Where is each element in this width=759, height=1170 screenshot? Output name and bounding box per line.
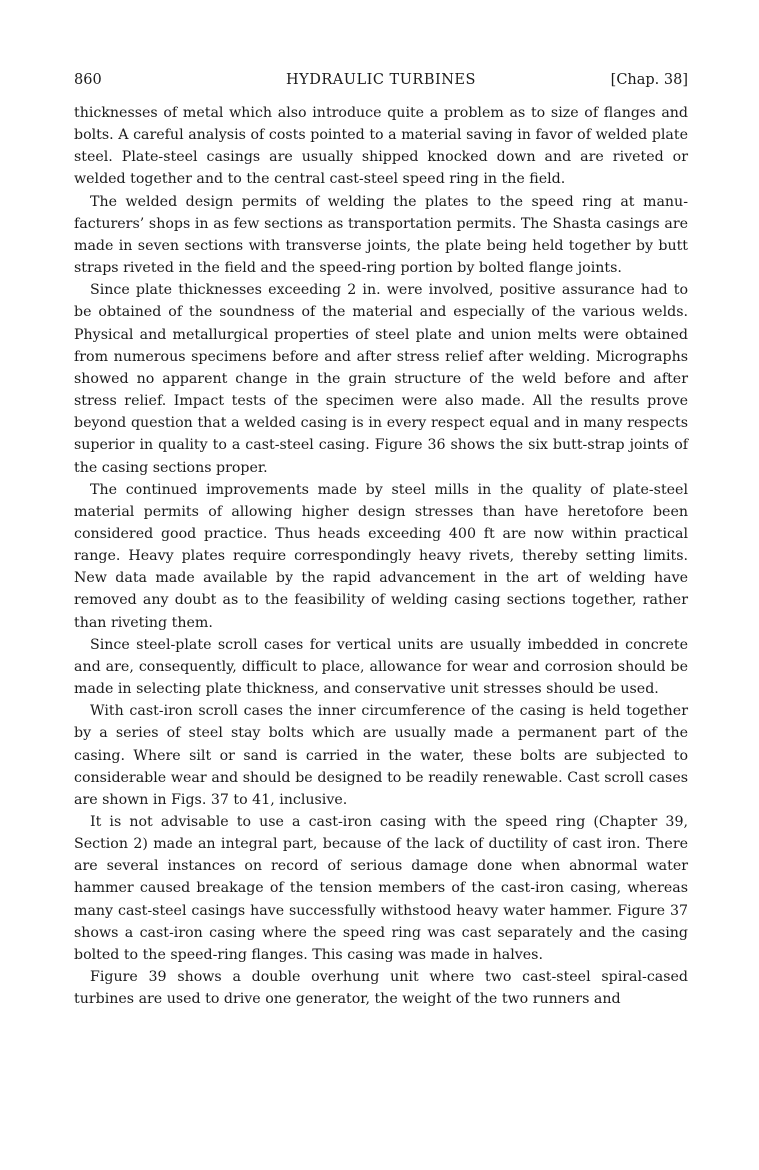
paragraph: Figure 39 shows a double overhung unit where two cast-steel spiral-cased turbines are used to drive one generator, the weight of the two runners and [74,969,688,1008]
body-text [74,102,688,1010]
document-page [74,68,688,1010]
running-header [74,68,688,92]
chapter-reference: [Chap. 38] [610,72,688,88]
paragraph: The welded design permits of welding the plates to the speed ring at manufacturers’ shops in as few sections as transportation permits. The Shasta casings are made in seven sections with transverse joints, the plate being held together by butt straps riveted in the field and the speed-ring portion by bolted flange joints. [74,193,688,277]
paragraph: It is not advisable to use a cast-iron casing with the speed ring (Chapter 39, Section 2) made an integral part, because of the lack of ductility of cast iron. There are several instances on record of serious damage done when abnormal water hammer caused breakage of the tension members of the cast-iron casing, whereas many cast-steel casings have successfully withstood heavy water hammer. Figure 37 shows a cast-iron casing where the speed ring was cast separately and the casing bolted to the speed-ring flanges. This casing was made in halves. [74,814,688,963]
page-number: 860 [74,72,102,88]
running-title: HYDRAULIC TURBINES [286,72,476,88]
paragraph: Since steel-plate scroll cases for vertical units are usually imbedded in concrete and are, consequently, difficult to place, allowance for wear and corrosion should be made in selecting plate thickness, and conservative unit stresses should be used. [74,636,688,698]
paragraph: Since plate thicknesses exceeding 2 in. were involved, positive assurance had to be obtained of the soundness of the material and especially of the various welds. Physical and metallurgical properties of steel plate and union melts were obtained from numerous specimens before and after stress relief after welding. Micrographs showed no apparent change in the grain structure of the weld before and after stress relief. Impact tests of the specimen were also made. All the results prove beyond question that a welded casing is in every respect equal and in many respects superior in quality to a cast-steel casing. Figure 36 shows the six butt-strap joints of the casing sections proper. [74,282,688,476]
paragraph: thicknesses of metal which also introduce quite a problem as to size of flanges and bolts. A careful analysis of costs pointed to a material saving in favor of welded plate steel. Plate-steel casings are usually shipped knocked down and are riveted or welded together and to the central cast-steel speed ring in the field. [74,105,688,188]
paragraph: With cast-iron scroll cases the inner circumference of the casing is held together by a series of steel stay bolts which are usually made a permanent part of the casing. Where silt or sand is carried in the water, these bolts are subjected to considerable wear and should be designed to be readily renewable. Cast scroll cases are shown in Figs. 37 to 41, inclusive. [74,703,688,808]
paragraph: The continued improvements made by steel mills in the quality of plate-steel material permits of allowing higher design stresses than have heretofore been considered good practice. Thus heads exceeding 400 ft are now within practical range. Heavy plates require correspondingly heavy rivets, thereby setting limits. New data made available by the rapid advancement in the art of welding have removed any doubt as to the feasibility of welding casing sections together, rather than riveting them. [74,481,688,631]
